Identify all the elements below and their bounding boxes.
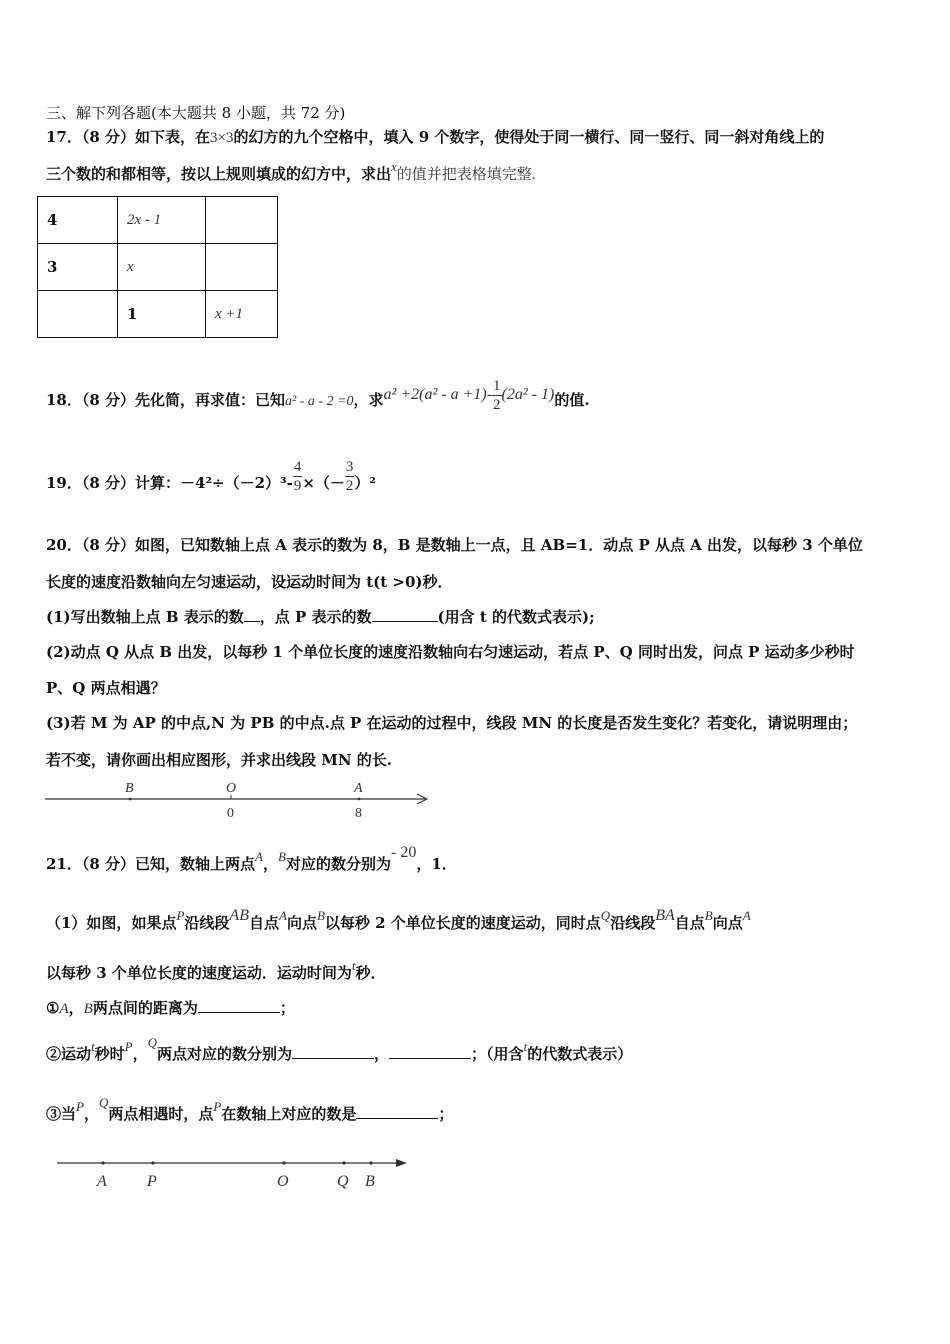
q20-line5: P、Q 两点相遇？ — [46, 679, 166, 697]
q19-fraction-2 — [345, 458, 355, 495]
q21-s2-comma2: ， — [374, 1045, 390, 1063]
q21-l2b: 沿线段 — [184, 914, 230, 932]
q17-line2 — [46, 159, 536, 185]
q21-line1 — [46, 844, 457, 878]
q21-label-a: A — [97, 1173, 107, 1190]
q17-text-a: 17．（8 分）如下表，在 — [46, 128, 211, 146]
q19-prefix: 19．（8 分）计算：－4²÷（－2）³- — [46, 474, 293, 492]
q21-ab: AB — [229, 907, 249, 924]
q17-grid: 3×3 — [210, 130, 234, 146]
q21-s3b: 两点相遇时，点 — [108, 1105, 214, 1123]
q21-number-line — [52, 1150, 422, 1198]
q21-t: t — [351, 958, 356, 973]
q18-frac-den: 2 — [493, 396, 501, 413]
q19-line — [46, 458, 376, 508]
q20-label-a: A — [354, 781, 363, 796]
table-cell — [206, 197, 278, 244]
q21-label-q: Q — [337, 1173, 349, 1190]
q21-s2b: 秒时 — [94, 1045, 125, 1063]
q19-suffix: ）² — [354, 474, 376, 492]
table-cell: 2x - 1 — [118, 197, 206, 244]
q17-text-d: 的值并把表格填完整. — [396, 167, 536, 183]
q20-line3 — [46, 607, 595, 627]
q18-expr-b: (2a² - 1) — [501, 386, 555, 403]
q20-line6: (3)若 M 为 AP 的中点,N 为 PB 的中点.点 P 在运动的过程中，线段 MN 的长度是否发生变化？若变化，请说明理由； — [46, 714, 858, 732]
q21-b2: B — [704, 908, 713, 923]
table-cell: 3 — [38, 244, 118, 291]
q19-fraction-1 — [293, 458, 303, 495]
q18-prefix: 18．（8 分）先化简，再求值：已知 — [46, 391, 286, 409]
q21-q: Q — [600, 908, 611, 923]
q18-suffix: 的值. — [554, 391, 590, 409]
q21-sub3 — [46, 1095, 454, 1127]
q18-fraction — [492, 377, 502, 414]
q20-number-line — [40, 776, 440, 824]
q21-line2 — [46, 907, 751, 937]
q20-label-b: B — [125, 781, 134, 796]
q20-blank-2 — [372, 607, 438, 622]
table-row — [38, 197, 278, 244]
magic-square-table — [37, 196, 278, 338]
table-cell: 4 — [38, 197, 118, 244]
q21-s1-a: A — [59, 1001, 69, 1017]
q21-s2-comma: ， — [132, 1045, 148, 1063]
q21-s1a: ① — [46, 999, 60, 1017]
q21-s3c: 在数轴上对应的数是 — [221, 1105, 357, 1123]
q20-label-o: O — [226, 781, 237, 796]
q21-s2-t2: t — [523, 1039, 528, 1054]
q18-expr-a: a² +2(a² - a +1)- — [383, 386, 493, 403]
q20-line1: 20．（8 分）如图，已知数轴上点 A 表示的数为 8，B 是数轴上一点，且 AB=1．动点 P 从点 A 出发，以每秒 3 个单位 — [46, 536, 863, 554]
q21-a2: A — [742, 908, 751, 923]
q21-comma: ， — [263, 855, 279, 873]
q21-blank-2 — [292, 1044, 374, 1059]
q21-sub2 — [46, 1035, 633, 1067]
q20-tick-0: 0 — [227, 806, 234, 821]
q21-label-o: O — [277, 1173, 289, 1190]
table-cell — [38, 291, 118, 338]
q21-s3a: ③当 — [46, 1105, 77, 1123]
q21-s3-p2: P — [213, 1099, 222, 1114]
table-row — [38, 291, 278, 338]
q21-l2f: 沿线段 — [610, 914, 656, 932]
q18-frac-num: 1 — [493, 377, 501, 394]
q21-s2c: 两点对应的数分别为 — [157, 1045, 293, 1063]
q21-s3-p: P — [76, 1099, 84, 1114]
q20-line2: 长度的速度沿数轴向左匀速运动，设运动时间为 t(t >0)秒． — [46, 573, 453, 591]
q21-point-a: A — [255, 849, 263, 864]
q20-tick-8: 8 — [355, 806, 362, 821]
q21-b1: B — [316, 908, 325, 923]
table-cell — [206, 244, 278, 291]
q21-s1-comma: ， — [68, 999, 84, 1017]
q21-s1b: 两点间的距离为 — [92, 999, 198, 1017]
q20-line4: (2)动点 Q 从点 B 出发，以每秒 1 个单位长度的速度沿数轴向右匀速运动，若点 P、Q 同时出发，问点 P 运动多少秒时 — [46, 643, 855, 661]
q21-l3b: 秒． — [355, 964, 386, 982]
q17-line1 — [46, 127, 824, 148]
q21-l1a: 21．（8 分）已知，数轴上两点 — [46, 855, 256, 873]
q18-given: a² - a - 2 =0 — [285, 394, 354, 409]
q21-label-p: P — [147, 1173, 157, 1190]
q20-blank-1 — [244, 607, 260, 622]
q21-sub1 — [46, 998, 295, 1019]
q21-l1b: 对应的数分别为 — [285, 855, 391, 873]
q21-blank-1 — [198, 998, 280, 1013]
table-cell: x +1 — [206, 291, 278, 338]
q21-s3-comma: ， — [83, 1105, 99, 1123]
q19-f1-den: 9 — [293, 477, 302, 494]
q19-f2-den: 2 — [345, 477, 354, 494]
q21-l2e: 以每秒 2 个单位长度的速度运动，同时点 — [324, 914, 601, 932]
q21-line3 — [46, 958, 386, 984]
q21-s1-semi: ； — [279, 999, 295, 1017]
q21-s3-semi: ； — [438, 1105, 454, 1123]
q21-l2c: 自点 — [248, 914, 279, 932]
q21-label-b: B — [365, 1173, 375, 1190]
section-title: 三、解下列各题(本大题共 8 小题，共 72 分) — [46, 104, 346, 122]
q21-s2d: ；（用含 — [471, 1045, 524, 1063]
table-cell: x — [118, 244, 206, 291]
q19-f1-num: 4 — [293, 458, 302, 475]
q21-p: P — [176, 908, 185, 923]
q17-text-c: 三个数的和都相等，按以上规则填成的幻方中，求出 — [46, 165, 392, 183]
q21-a1: A — [278, 908, 287, 923]
q18-line — [46, 377, 590, 422]
q21-s1-b: B — [83, 1001, 93, 1017]
q19-mid: ×（－ — [302, 474, 345, 492]
q21-s2-p: P — [124, 1039, 133, 1054]
q18-mid: ，求 — [353, 391, 384, 409]
q20-l3a: (1)写出数轴上点 B 表示的数 — [46, 608, 244, 626]
q20-line7: 若不变，请你画出相应图形，并求出线段 MN 的长. — [46, 751, 392, 769]
q21-s2e: 的代数式表示） — [527, 1045, 633, 1063]
q21-s2-q: Q — [147, 1035, 158, 1050]
table-cell: 1 — [118, 291, 206, 338]
q21-l3a: 以每秒 3 个单位长度的速度运动．运动时间为 — [46, 964, 352, 982]
q21-l2d: 向点 — [286, 914, 317, 932]
q21-point-b: B — [278, 849, 286, 864]
q21-l2h: 向点 — [712, 914, 743, 932]
q21-ba: BA — [655, 907, 675, 924]
q21-l1c: ，1． — [416, 855, 457, 873]
q20-l3c: (用含 t 的代数式表示); — [437, 608, 595, 626]
q19-f2-num: 3 — [345, 458, 354, 475]
q21-l2a: （1）如图，如果点 — [46, 914, 177, 932]
q21-neg20: - 20 — [390, 844, 417, 861]
q20-l3b: ，点 P 表示的数 — [259, 608, 372, 626]
q21-l2g: 自点 — [674, 914, 705, 932]
q17-text-b: 的幻方的九个空格中，填入 9 个数字，使得处于同一横行、同一竖行、同一斜对角线上的 — [233, 128, 825, 146]
q21-s2a: ②运动 — [46, 1045, 92, 1063]
q21-blank-3 — [389, 1044, 471, 1059]
q21-s2-t: t — [91, 1039, 95, 1054]
table-row — [38, 244, 278, 291]
q21-s3-q: Q — [98, 1095, 109, 1110]
q17-var: x — [391, 159, 397, 174]
q21-blank-4 — [356, 1104, 438, 1119]
